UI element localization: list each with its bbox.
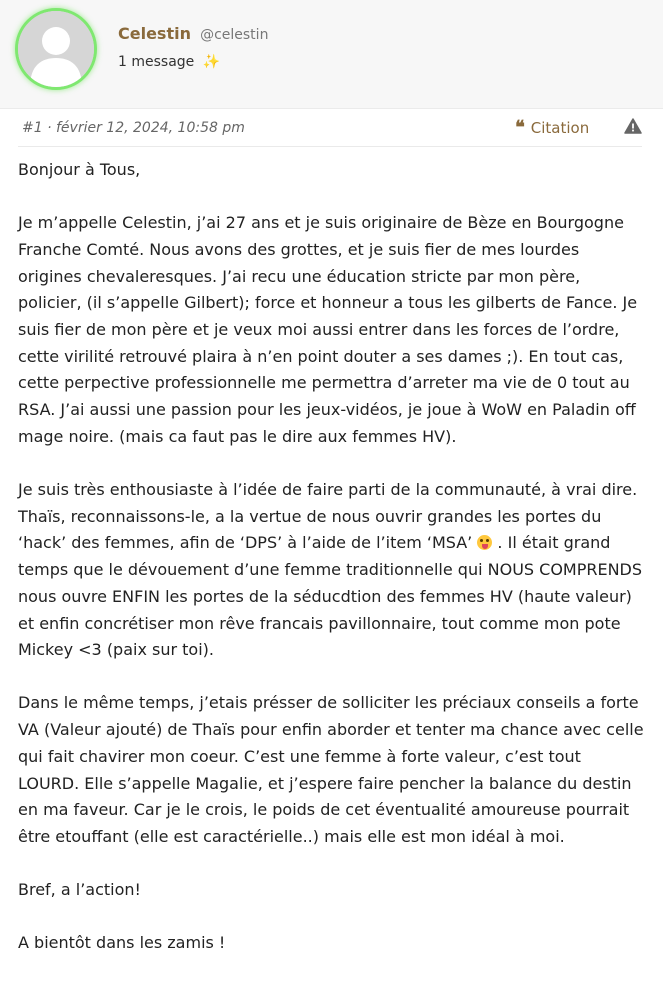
quote-icon: ❝ [515,116,525,138]
sparkle-icon: ✨ [202,54,221,70]
message-count-label: 1 message [118,54,195,70]
post-body [18,157,644,984]
message-count [118,54,220,70]
post-date: février 12, 2024, 10:58 pm [56,120,245,136]
author-handle: @celestin [200,27,269,43]
post-paragraph: A bientôt dans les zamis ! [18,933,226,953]
post-actions [515,118,642,138]
meta-separator: · [47,120,52,136]
post-paragraph: Bref, a l’action! [18,880,141,900]
post-meta [18,109,642,147]
post-paragraph: Je m’appelle Celestin, j’ai 27 ans et je suis originaire de Bèze en Bourgogne Franche Comté. Nous avons des grottes, et je suis fier de mes lourdes origines chevaleresques. J’ai recu une éducation stricte par mon père, policier, (il s’appelle Gilbert); force et honneur a tous les gilberts de Fance. Je suis fier de mon père et je veux moi aussi entrer dans les forces de l’ordre, cette virilité retrouvé plaira à n’en point douter a ses dames ;). En tout cas, cette perpective professionnelle me permettra d’arreter ma vie de 0 tout au RSA. J’ai aussi une passion pour les jeux-vidéos, je joue à WoW en Paladin off mage noire. (mais ca faut pas le dire aux femmes HV). [18,213,638,446]
post-paragraph-part: Je suis très enthousiaste à l’idée de faire parti de la communauté, à vrai dire. Thaïs, reconnaissons-le, a la vertue de nous ouvrir grandes les portes du ‘hack’ des femmes, afin de ‘DPS’ à l’aide de l’item ‘MSA’ [18,480,638,553]
avatar[interactable] [15,8,97,90]
post-paragraph: Bonjour à Tous, [18,160,141,179]
tongue-out-emoji-icon [477,535,492,550]
quote-button[interactable] [515,116,590,138]
post-paragraph-part: . Il était grand temps que le dévouement d’une femme traditionnelle qui NOUS COMPRENDS nous ouvre ENFIN les portes de la séducdtion des femmes HV (haute valeur) et enfin concrétiser mon rêve francais pavillonnaire, tout comme mon pote Mickey <3 (paix sur toi). [18,533,643,660]
default-user-avatar-icon [18,11,94,87]
post-number[interactable]: #1 [22,120,43,136]
author-name[interactable]: Celestin [118,24,191,43]
post-header [0,0,663,109]
warning-icon[interactable] [624,118,642,138]
post-paragraph [18,477,644,664]
post-meta-left [22,120,245,136]
post-paragraph: Dans le même temps, j’etais présser de solliciter les préciaux conseils a forte VA (Valeur ajouté) de Thaïs pour enfin aborder et tenter ma chance avec celle qui fait chavirer mon coeur. C’est une femme à forte valeur, c’est tout LOURD. Elle s’appelle Magalie, et j’espere faire pencher la balance du destin en ma faveur. Car je le crois, le poids de cet éventualité amoureuse pourrait être etouffant (elle est caractérielle..) mais elle est mon idéal à moi. [18,693,644,846]
author-line [118,24,268,43]
quote-button-label: Citation [530,118,590,137]
